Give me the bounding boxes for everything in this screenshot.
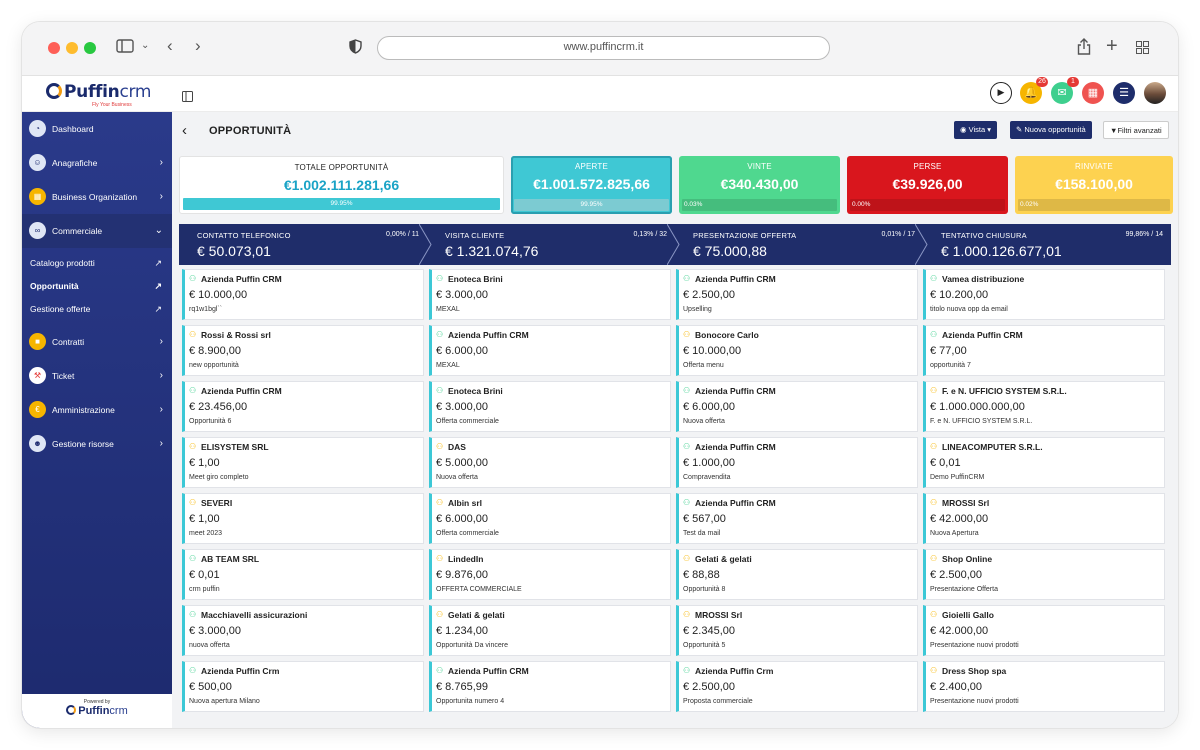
user-icon: ⚇ xyxy=(930,442,938,451)
opportunity-amount: € 3.000,00 xyxy=(436,401,488,413)
stage-name: PRESENTAZIONE OFFERTA xyxy=(693,231,797,240)
minimize-window-button[interactable] xyxy=(66,42,78,54)
stat-percent: 0.02% xyxy=(1020,201,1039,208)
user-check-icon: ⚇ xyxy=(683,666,691,675)
sidebar-item-contratti[interactable] xyxy=(22,325,172,359)
opportunity-title: Compravendita xyxy=(683,474,731,481)
opportunity-card[interactable] xyxy=(676,605,918,656)
opportunity-title: MEXAL xyxy=(436,306,460,313)
stage-name: VISITA CLIENTE xyxy=(445,231,505,240)
stat-card[interactable] xyxy=(1015,156,1173,214)
sidebar-subitem-label: Catalogo prodotti xyxy=(30,258,95,268)
edit-icon: ✎ xyxy=(1016,125,1023,134)
user-check-icon: ⚇ xyxy=(683,498,691,507)
opportunity-card[interactable] xyxy=(676,661,918,712)
opportunity-amount: € 9.876,00 xyxy=(436,569,488,581)
stage-name: TENTATIVO CHIUSURA xyxy=(941,231,1027,240)
opportunity-amount: € 1,00 xyxy=(189,513,220,525)
user-check-icon: ⚇ xyxy=(683,274,691,283)
main-content xyxy=(172,112,1178,728)
opportunity-company: Azienda Puffin CRM xyxy=(695,442,776,452)
speedometer-icon: ◔ xyxy=(29,120,46,137)
opportunity-title: Opportunità 8 xyxy=(683,586,726,593)
chevron-down-icon: ⌄ xyxy=(154,225,163,236)
chevron-right-icon: › xyxy=(159,404,163,415)
user-icon: ⚇ xyxy=(683,330,691,339)
opportunity-title: nuova offerta xyxy=(189,642,230,649)
shield-icon xyxy=(349,39,362,58)
opportunity-amount: € 23.456,00 xyxy=(189,401,248,413)
opportunity-card[interactable] xyxy=(676,549,918,600)
opportunity-title: Test da mail xyxy=(683,530,721,537)
opportunity-company: Azienda Puffin CRM xyxy=(695,386,776,396)
opportunity-company: Macchiavelli assicurazioni xyxy=(201,610,308,620)
sidebar-subitem-label: Opportunità xyxy=(30,281,79,291)
notifications-badge: 26 xyxy=(1036,77,1048,87)
stage-count: 0,01% / 17 xyxy=(881,231,915,238)
user-check-icon: ⚇ xyxy=(930,330,938,339)
sidebar-subitem-label: Gestione offerte xyxy=(30,304,91,314)
user-icon: ⚇ xyxy=(436,498,444,507)
opportunity-card[interactable] xyxy=(923,661,1165,712)
stat-percent: 99.95% xyxy=(580,201,603,208)
sidebar xyxy=(22,112,172,728)
sidebar-item-dashboard[interactable] xyxy=(22,112,172,146)
stage-total: € 1.321.074,76 xyxy=(445,243,539,259)
user-icon: ⚇ xyxy=(930,610,938,619)
opportunity-company: Azienda Puffin CRM xyxy=(695,274,776,284)
opportunity-card[interactable] xyxy=(429,661,671,712)
opportunity-company: DAS xyxy=(448,442,466,452)
user-check-icon: ⚇ xyxy=(436,666,444,675)
opportunity-amount: € 10.000,00 xyxy=(189,289,248,301)
collapse-sidebar-icon[interactable] xyxy=(182,89,193,107)
caret-down-icon: ▾ xyxy=(987,125,992,134)
opportunity-card[interactable] xyxy=(923,269,1165,320)
opportunity-company: Azienda Puffin CRM xyxy=(448,666,529,676)
opportunity-card[interactable] xyxy=(923,493,1165,544)
opportunity-company: F. e N. UFFICIO SYSTEM S.R.L. xyxy=(942,386,1067,396)
sidebar-item-business-organization[interactable] xyxy=(22,180,172,214)
stage-total: € 50.073,01 xyxy=(197,243,271,259)
stat-value: €1.001.572.825,66 xyxy=(533,176,650,192)
new-opportunity-label: Nuova opportunità xyxy=(1024,125,1086,134)
pipeline-stage-header[interactable] xyxy=(923,224,1171,265)
pipeline-stage-header[interactable] xyxy=(675,224,923,265)
euro-icon: € xyxy=(29,401,46,418)
opportunity-amount: € 2.400,00 xyxy=(930,681,982,693)
opportunity-amount: € 8.765,99 xyxy=(436,681,488,693)
sidebar-item-label: Commerciale xyxy=(52,226,103,236)
opportunity-card[interactable] xyxy=(182,381,424,432)
opportunity-company: Azienda Puffin CRM xyxy=(448,330,529,340)
user-icon: ⚇ xyxy=(930,554,938,563)
user-check-icon: ⚇ xyxy=(436,386,444,395)
opportunity-title: crm puffin xyxy=(189,586,220,593)
opportunity-card[interactable] xyxy=(182,269,424,320)
user-check-icon: ⚇ xyxy=(189,666,197,675)
stage-count: 99,86% / 14 xyxy=(1125,231,1163,238)
sidebar-item-anagrafiche[interactable] xyxy=(22,146,172,180)
stage-name: CONTATTO TELEFONICO xyxy=(197,231,291,240)
opportunity-amount: € 0,01 xyxy=(189,569,220,581)
chevron-right-icon: › xyxy=(159,438,163,449)
opportunity-title: Nuova apertura Milano xyxy=(189,698,260,705)
opportunity-title: Opportunità 6 xyxy=(189,418,232,425)
user-icon: ⚇ xyxy=(436,554,444,563)
opportunity-title: F. e N. UFFICIO SYSTEM S.R.L. xyxy=(930,418,1033,425)
filter-icon: ▼ xyxy=(1110,126,1118,135)
opportunity-amount: € 8.900,00 xyxy=(189,345,241,357)
stat-percent: 0.03% xyxy=(684,201,703,208)
pipeline-stage-header[interactable] xyxy=(427,224,675,265)
opportunity-card[interactable] xyxy=(923,437,1165,488)
opportunity-company: Azienda Puffin CRM xyxy=(695,498,776,508)
opportunity-company: MROSSI Srl xyxy=(695,610,743,620)
opportunity-title: Nuova offerta xyxy=(683,418,725,425)
pipeline-stage-bar xyxy=(179,224,1171,265)
opportunity-amount: € 42.000,00 xyxy=(930,625,989,637)
opportunity-company: Bonocore Carlo xyxy=(695,330,759,340)
opportunity-card[interactable] xyxy=(182,493,424,544)
page-toolbar xyxy=(172,112,1178,154)
stat-value: €39.926,00 xyxy=(892,176,963,192)
sidebar-item-ticket[interactable] xyxy=(22,359,172,393)
opportunity-card[interactable] xyxy=(923,325,1165,376)
stat-percent: 99.95% xyxy=(330,200,353,207)
opportunity-title: meet 2023 xyxy=(189,530,223,537)
app-header xyxy=(22,76,1178,112)
stat-label: VINTE xyxy=(747,162,772,171)
stat-value: €340.430,00 xyxy=(720,176,799,192)
opportunity-title: Offerta commerciale xyxy=(436,418,499,425)
opportunity-card[interactable] xyxy=(676,493,918,544)
share-icon[interactable] xyxy=(1077,38,1091,59)
browser-toolbar xyxy=(22,22,1178,76)
opportunity-company: Enoteca Brini xyxy=(448,274,503,284)
opportunity-company: LINEACOMPUTER S.R.L. xyxy=(942,442,1043,452)
opportunity-company: Vamea distribuzione xyxy=(942,274,1025,284)
opportunity-title: Presentazione Offerta xyxy=(930,586,998,593)
pipeline-stage-header[interactable] xyxy=(179,224,427,265)
opportunity-card[interactable] xyxy=(429,493,671,544)
user-check-icon: ⚇ xyxy=(189,274,197,283)
opportunity-card[interactable] xyxy=(429,605,671,656)
chevron-right-icon: › xyxy=(159,370,163,381)
pipeline-column xyxy=(676,269,918,717)
sidebar-item-label: Amministrazione xyxy=(52,405,115,415)
user-check-icon: ⚇ xyxy=(189,610,197,619)
stage-count: 0,13% / 32 xyxy=(633,231,667,238)
browser-window xyxy=(22,22,1178,728)
close-window-button[interactable] xyxy=(48,42,60,54)
vista-dropdown-button[interactable] xyxy=(954,121,997,139)
sidebar-item-label: Dashboard xyxy=(52,124,94,134)
opportunity-amount: € 2.345,00 xyxy=(683,625,735,637)
powered-by-label: Powered by xyxy=(83,699,111,705)
back-arrow-icon[interactable]: ‹ xyxy=(182,122,187,139)
opportunity-amount: € 3.000,00 xyxy=(189,625,241,637)
user-avatar[interactable] xyxy=(1144,82,1166,104)
opportunity-amount: € 567,00 xyxy=(683,513,726,525)
opportunity-title: Upselling xyxy=(683,306,712,313)
opportunity-card[interactable] xyxy=(182,605,424,656)
user-check-icon: ⚇ xyxy=(683,442,691,451)
sidebar-subitem-opportunita[interactable] xyxy=(22,275,172,298)
stage-total: € 75.000,88 xyxy=(693,243,767,259)
opportunity-card[interactable] xyxy=(923,381,1165,432)
scroll-edge xyxy=(172,718,1178,728)
building-icon: ▦ xyxy=(29,188,46,205)
opportunity-company: Azienda Puffin CRM xyxy=(201,386,282,396)
stat-progress-bar xyxy=(514,199,669,211)
opportunity-amount: € 10.000,00 xyxy=(683,345,742,357)
opportunity-title: OFFERTA COMMERCIALE xyxy=(436,586,522,593)
messages-badge: 1 xyxy=(1067,77,1079,87)
external-link-icon: ↗ xyxy=(154,281,162,291)
footer-brand-suffix: crm xyxy=(109,705,128,717)
opportunity-card[interactable] xyxy=(923,549,1165,600)
opportunity-amount: € 2.500,00 xyxy=(683,681,735,693)
user-icon: ⚇ xyxy=(189,330,197,339)
opportunity-card[interactable] xyxy=(429,269,671,320)
chevron-down-icon[interactable]: ⌄ xyxy=(141,40,150,51)
opportunity-card[interactable] xyxy=(429,325,671,376)
opportunity-company: Shop Online xyxy=(942,554,993,564)
stat-label: APERTE xyxy=(574,162,609,171)
opportunity-card[interactable] xyxy=(676,269,918,320)
handshake-icon: ∞ xyxy=(29,222,46,239)
calendar-icon[interactable]: ▦ xyxy=(1082,82,1104,104)
sidebar-item-amministrazione[interactable] xyxy=(22,393,172,427)
opportunity-amount: € 88,88 xyxy=(683,569,720,581)
opportunity-company: Gelati & gelati xyxy=(448,610,505,620)
user-check-icon: ⚇ xyxy=(930,274,938,283)
opportunity-company: Azienda Puffin Crm xyxy=(695,666,774,676)
opportunity-title: titolo nuova opp da email xyxy=(930,306,1008,313)
stat-card[interactable] xyxy=(679,156,840,214)
opportunity-card[interactable] xyxy=(182,549,424,600)
opportunity-card[interactable] xyxy=(182,661,424,712)
advanced-filters-label: Filtri avanzati xyxy=(1117,126,1162,135)
opportunity-title: Meet giro completo xyxy=(189,474,249,481)
opportunity-amount: € 10.200,00 xyxy=(930,289,989,301)
external-link-icon: ↗ xyxy=(154,304,162,314)
user-check-icon: ⚇ xyxy=(436,330,444,339)
opportunity-company: LindedIn xyxy=(448,554,484,564)
sidebar-item-gestione-risorse[interactable] xyxy=(22,427,172,461)
wrench-icon: ⚒ xyxy=(29,367,46,384)
opportunity-title: rq1w1bgl`` xyxy=(189,306,223,313)
stat-value: €1.002.111.281,66 xyxy=(283,177,400,193)
forward-arrow-icon[interactable]: › xyxy=(195,36,201,55)
sidebar-subitem-gestione-offerte[interactable] xyxy=(22,298,172,321)
opportunity-title: MEXAL xyxy=(436,362,460,369)
opportunity-company: Enoteca Brini xyxy=(448,386,503,396)
opportunity-amount: € 1.234,00 xyxy=(436,625,488,637)
opportunity-company: SEVERI xyxy=(201,498,233,508)
opportunity-company: Albin srl xyxy=(448,498,483,508)
opportunity-title: Presentazione nuovi prodotti xyxy=(930,698,1019,705)
stage-count: 0,00% / 11 xyxy=(386,231,419,238)
user-icon: ⚇ xyxy=(436,610,444,619)
opportunity-title: Opportunità 5 xyxy=(683,642,726,649)
opportunity-amount: € 2.500,00 xyxy=(930,569,982,581)
page-title: OPPORTUNITÀ xyxy=(209,125,292,137)
stat-progress-bar xyxy=(1018,199,1170,211)
opportunity-amount: € 5.000,00 xyxy=(436,457,488,469)
opportunity-amount: € 1.000.000.000,00 xyxy=(930,401,1025,413)
user-check-icon: ⚇ xyxy=(683,386,691,395)
stat-value: €158.100,00 xyxy=(1055,176,1133,192)
opportunity-company: Rossi & Rossi srl xyxy=(201,330,271,340)
opportunity-amount: € 500,00 xyxy=(189,681,232,693)
opportunity-card[interactable] xyxy=(429,549,671,600)
puffincrm-logo[interactable] xyxy=(46,82,152,108)
opportunity-company: Gioielli Gallo xyxy=(942,610,994,620)
opportunity-title: Nuova offerta xyxy=(436,474,478,481)
user-icon: ⚇ xyxy=(683,554,691,563)
new-tab-icon[interactable]: + xyxy=(1106,35,1118,57)
opportunity-amount: € 6.000,00 xyxy=(683,401,735,413)
address-bar[interactable] xyxy=(377,36,830,60)
notifications-bell-icon[interactable]: 🔔 26 xyxy=(1020,82,1042,104)
user-icon: ⚇ xyxy=(930,498,938,507)
puffin-logo-icon xyxy=(46,83,62,99)
opportunity-amount: € 3.000,00 xyxy=(436,289,488,301)
brand-tagline: Fly Your Business xyxy=(92,102,132,108)
chevron-right-icon: › xyxy=(159,157,163,168)
menu-list-icon[interactable]: ☰ xyxy=(1113,82,1135,104)
chevron-right-icon: › xyxy=(159,336,163,347)
url-text: www.puffincrm.it xyxy=(563,41,644,53)
opportunity-amount: € 42.000,00 xyxy=(930,513,989,525)
back-arrow-icon[interactable]: ‹ xyxy=(167,36,173,55)
opportunity-title: Demo PuffinCRM xyxy=(930,474,985,481)
messages-icon[interactable]: ✉ 1 xyxy=(1051,82,1073,104)
sidebar-item-label: Business Organization xyxy=(52,192,138,202)
vista-button-label: Vista xyxy=(968,125,986,134)
opportunity-amount: € 77,00 xyxy=(930,345,967,357)
stat-label: PERSE xyxy=(913,162,942,171)
opportunity-title: Nuova Apertura xyxy=(930,530,979,537)
opportunity-company: AB TEAM SRL xyxy=(201,554,260,564)
sidebar-subitem-catalogo-prodotti[interactable] xyxy=(22,252,172,275)
sidebar-toggle-icon[interactable] xyxy=(116,39,134,57)
opportunity-company: Azienda Puffin CRM xyxy=(201,274,282,284)
opportunity-title: Offerta commerciale xyxy=(436,530,499,537)
opportunity-company: Azienda Puffin CRM xyxy=(942,330,1023,340)
stage-total: € 1.000.126.677,01 xyxy=(941,243,1062,259)
new-opportunity-button[interactable] xyxy=(1010,121,1092,139)
user-icon: ⚇ xyxy=(930,386,938,395)
opportunity-card[interactable] xyxy=(182,325,424,376)
opportunity-title: opportunità 7 xyxy=(930,362,971,369)
users-icon: ☺ xyxy=(29,154,46,171)
stat-label: TOTALE OPPORTUNITÀ xyxy=(294,163,389,172)
user-icon: ⚇ xyxy=(189,498,197,507)
opportunity-title: Proposta commerciale xyxy=(683,698,753,705)
opportunity-company: MROSSI Srl xyxy=(942,498,990,508)
opportunity-company: Dress Shop spa xyxy=(942,666,1007,676)
stat-label: RINVIATE xyxy=(1075,162,1113,171)
sidebar-item-label: Gestione risorse xyxy=(52,439,114,449)
opportunity-card[interactable] xyxy=(429,381,671,432)
opportunity-card[interactable] xyxy=(676,437,918,488)
user-icon: ⚇ xyxy=(436,442,444,451)
stat-card[interactable] xyxy=(511,156,672,214)
stat-progress-bar xyxy=(183,198,500,210)
opportunity-title: new opportunità xyxy=(189,362,239,369)
play-icon[interactable]: ▶ xyxy=(990,82,1012,104)
opportunity-card[interactable] xyxy=(923,605,1165,656)
user-icon: ⚇ xyxy=(683,610,691,619)
opportunity-title: Opportunità Da vincere xyxy=(436,642,508,649)
opportunity-amount: € 1,00 xyxy=(189,457,220,469)
opportunity-title: Opportunita numero 4 xyxy=(436,698,505,705)
opportunity-company: ELISYSTEM SRL xyxy=(201,442,269,452)
brand-suffix: crm xyxy=(119,82,152,102)
user-gear-icon: ☻ xyxy=(29,435,46,452)
footer-logo-icon xyxy=(66,705,76,715)
sidebar-item-label: Contratti xyxy=(52,337,85,347)
stat-card[interactable] xyxy=(847,156,1008,214)
user-icon: ⚇ xyxy=(930,666,938,675)
sidebar-item-label: Anagrafiche xyxy=(52,158,98,168)
maximize-window-button[interactable] xyxy=(84,42,96,54)
footer-brand-name: Puffin xyxy=(78,705,110,717)
opportunity-company: Gelati & gelati xyxy=(695,554,752,564)
opportunity-amount: € 1.000,00 xyxy=(683,457,735,469)
chevron-right-icon: › xyxy=(159,191,163,202)
sidebar-item-commerciale[interactable] xyxy=(22,214,172,248)
stat-progress-bar xyxy=(682,199,837,211)
advanced-filters-button[interactable] xyxy=(1103,121,1169,139)
pipeline-column xyxy=(182,269,424,717)
opportunity-amount: € 6.000,00 xyxy=(436,513,488,525)
user-icon: ⚇ xyxy=(189,442,197,451)
footer-brand xyxy=(22,705,172,717)
pipeline-column xyxy=(429,269,671,717)
pipeline-column xyxy=(923,269,1165,717)
opportunity-card[interactable] xyxy=(676,325,918,376)
opportunity-amount: € 6.000,00 xyxy=(436,345,488,357)
opportunity-card[interactable] xyxy=(429,437,671,488)
tab-overview-icon[interactable] xyxy=(1136,41,1149,58)
opportunity-amount: € 0,01 xyxy=(930,457,961,469)
brand-name: Puffin xyxy=(64,82,120,102)
external-link-icon: ↗ xyxy=(154,258,162,268)
stat-card[interactable] xyxy=(179,156,504,214)
stat-percent: 0.00% xyxy=(852,201,871,208)
user-check-icon: ⚇ xyxy=(189,386,197,395)
user-check-icon: ⚇ xyxy=(189,554,197,563)
opportunity-card[interactable] xyxy=(182,437,424,488)
eye-icon: ◉ xyxy=(960,125,967,134)
opportunity-amount: € 2.500,00 xyxy=(683,289,735,301)
sidebar-footer xyxy=(22,694,172,728)
opportunity-title: Offerta menu xyxy=(683,362,724,369)
opportunity-company: Azienda Puffin Crm xyxy=(201,666,280,676)
opportunity-card[interactable] xyxy=(676,381,918,432)
opportunity-title: Presentazione nuovi prodotti xyxy=(930,642,1019,649)
sidebar-item-label: Ticket xyxy=(52,371,75,381)
stat-progress-bar xyxy=(850,199,1005,211)
user-check-icon: ⚇ xyxy=(436,274,444,283)
folder-icon: ■ xyxy=(29,333,46,350)
